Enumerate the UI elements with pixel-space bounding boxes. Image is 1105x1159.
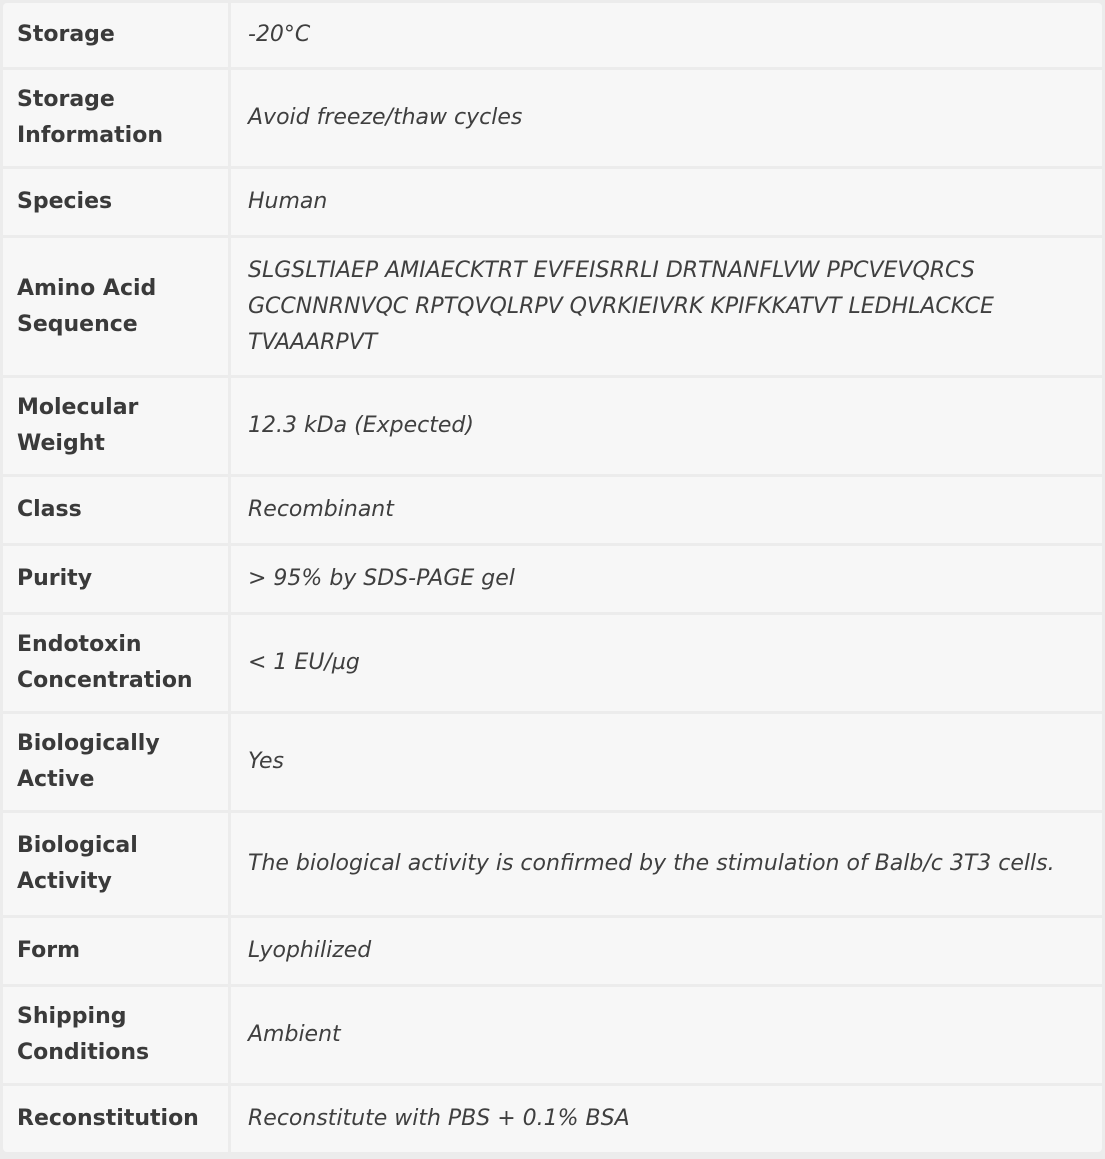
row-value: Human xyxy=(231,169,1102,238)
row-value: < 1 EU/µg xyxy=(231,615,1102,714)
row-value: Reconstitute with PBS + 0.1% BSA xyxy=(231,1086,1102,1152)
row-value: Yes xyxy=(231,714,1102,813)
row-value: Ambient xyxy=(231,987,1102,1086)
table-row xyxy=(3,546,1102,615)
product-spec-table xyxy=(3,3,1102,1152)
row-label: Species xyxy=(3,169,231,238)
row-label: Biologically Active xyxy=(3,714,231,813)
row-value: 12.3 kDa (Expected) xyxy=(231,378,1102,477)
table-row xyxy=(3,1086,1102,1152)
row-value: Recombinant xyxy=(231,477,1102,546)
table-row xyxy=(3,378,1102,477)
row-value: SLGSLTIAEP AMIAECKTRT EVFEISRRLI DRTNANFLVW PPCVEVQRCS GCCNNRNVQC RPTQVQLRPV QVRKIEIVRK KPIFKKATVT LEDHLACKCE TVAAARPVT xyxy=(231,238,1102,378)
row-label: Storage Information xyxy=(3,70,231,169)
table-row xyxy=(3,3,1102,70)
table-row xyxy=(3,813,1102,918)
row-label: Biological Activity xyxy=(3,813,231,918)
row-value: The biological activity is confirmed by the stimulation of Balb/c 3T3 cells. xyxy=(231,813,1102,918)
row-label: Form xyxy=(3,918,231,987)
row-value: > 95% by SDS-PAGE gel xyxy=(231,546,1102,615)
row-label: Reconstitution xyxy=(3,1086,231,1152)
row-label: Class xyxy=(3,477,231,546)
row-label: Endotoxin Concentration xyxy=(3,615,231,714)
row-label: Amino Acid Sequence xyxy=(3,238,231,378)
table-row xyxy=(3,714,1102,813)
row-label: Purity xyxy=(3,546,231,615)
row-value: Lyophilized xyxy=(231,918,1102,987)
row-label: Storage xyxy=(3,3,231,70)
table-row xyxy=(3,987,1102,1086)
table-row xyxy=(3,477,1102,546)
row-label: Molecular Weight xyxy=(3,378,231,477)
table-row xyxy=(3,70,1102,169)
row-value: Avoid freeze/thaw cycles xyxy=(231,70,1102,169)
row-value: -20°C xyxy=(231,3,1102,70)
table-row xyxy=(3,615,1102,714)
table-row xyxy=(3,918,1102,987)
row-label: Shipping Conditions xyxy=(3,987,231,1086)
table-row xyxy=(3,238,1102,378)
table-row xyxy=(3,169,1102,238)
